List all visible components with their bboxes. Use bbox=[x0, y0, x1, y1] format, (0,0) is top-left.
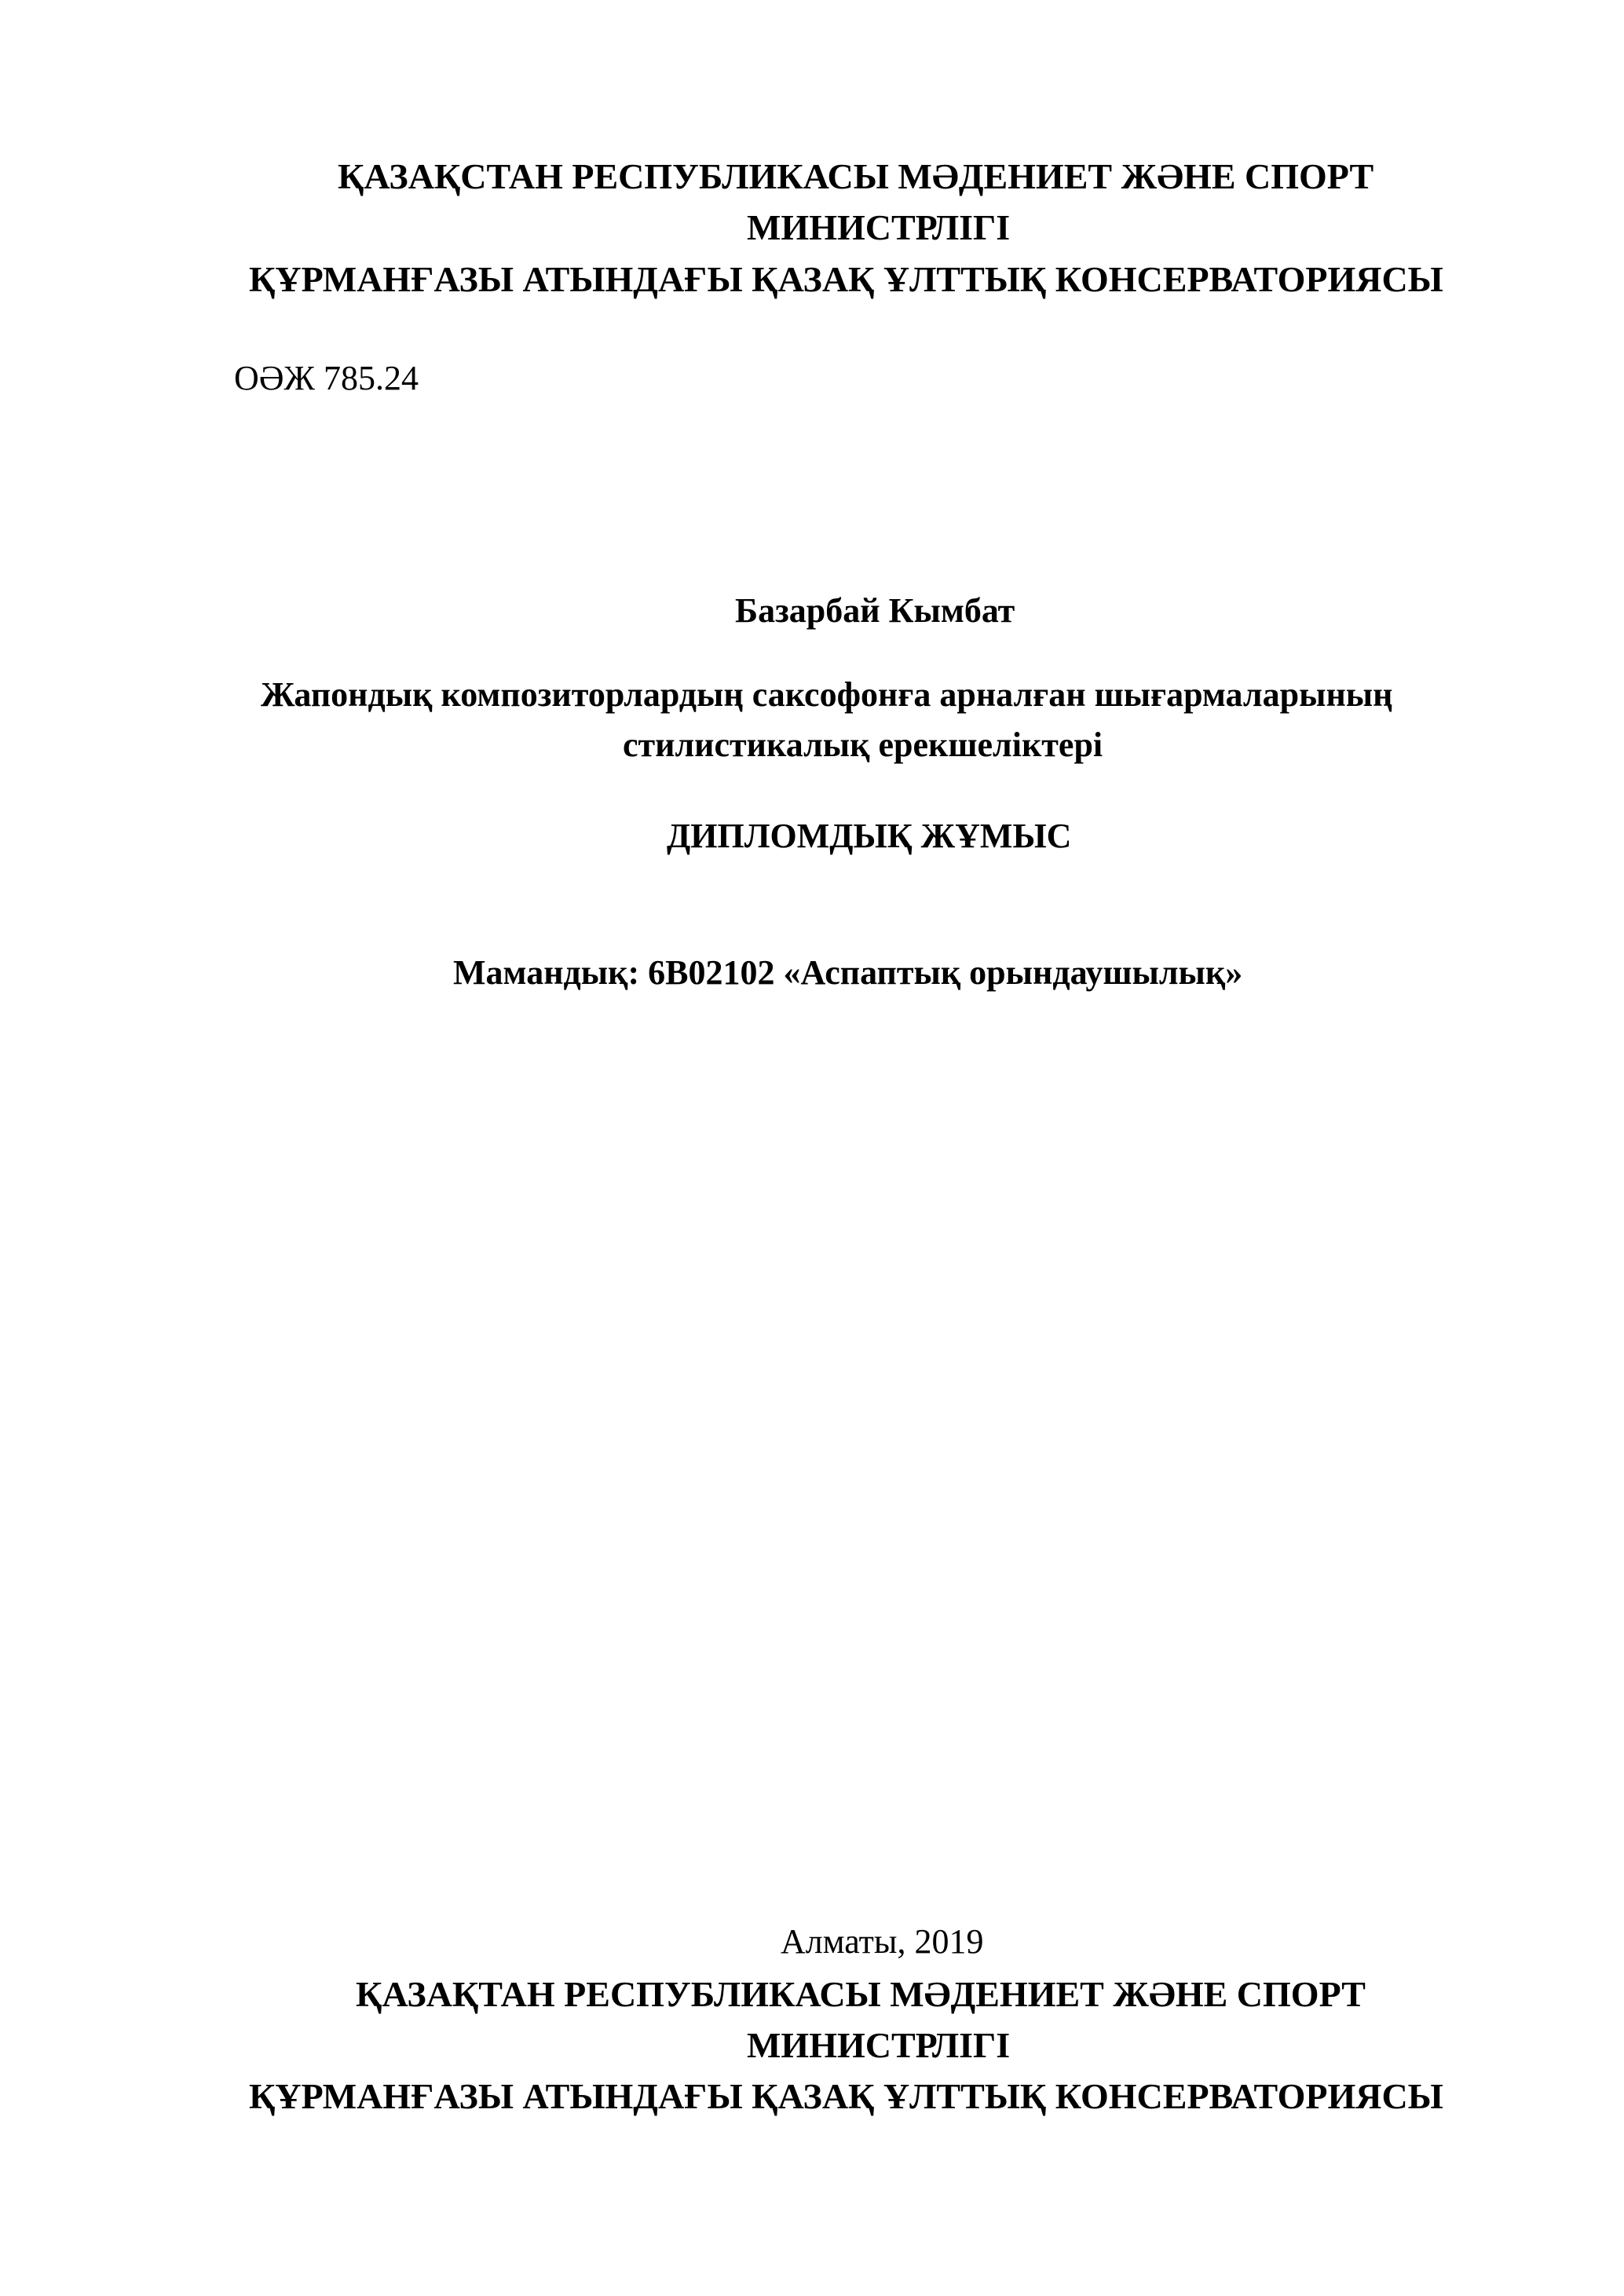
ministry-heading-line2: МИНИСТРЛІГІ bbox=[747, 207, 1011, 247]
conservatory-heading-bottom: ҚҰРМАНҒАЗЫ АТЫНДАҒЫ ҚАЗАҚ ҰЛТТЫҚ КОНСЕРВАТОРИЯСЫ bbox=[249, 2076, 1443, 2116]
thesis-title-line2: стилистикалық ерекшеліктері bbox=[623, 726, 1103, 764]
ministry-heading-line1: ҚАЗАҚСТАН РЕСПУБЛИКАСЫ МӘДЕНИЕТ ЖӘНЕ СПОРТ bbox=[338, 156, 1374, 196]
place-year: Алматы, 2019 bbox=[781, 1922, 984, 1961]
specialty: Мамандық: 6В02102 «Аспаптық орындаушылық» bbox=[453, 953, 1243, 992]
thesis-title-line1: Жапондық композиторлардың саксофонға арналған шығармаларының bbox=[261, 675, 1393, 714]
ministry-heading-bottom-line2: МИНИСТРЛІГІ bbox=[747, 2025, 1011, 2065]
work-type: ДИПЛОМДЫҚ ЖҰМЫС bbox=[667, 817, 1072, 855]
ministry-heading-bottom-line1: ҚАЗАҚТАН РЕСПУБЛИКАСЫ МӘДЕНИЕТ ЖӘНЕ СПОРТ bbox=[356, 1974, 1366, 2014]
author-name: Базарбай Кымбат bbox=[735, 591, 1015, 630]
conservatory-heading: ҚҰРМАНҒАЗЫ АТЫНДАҒЫ ҚАЗАҚ ҰЛТТЫҚ КОНСЕРВАТОРИЯСЫ bbox=[249, 259, 1443, 299]
udc-code: ОӘЖ 785.24 bbox=[234, 359, 419, 397]
